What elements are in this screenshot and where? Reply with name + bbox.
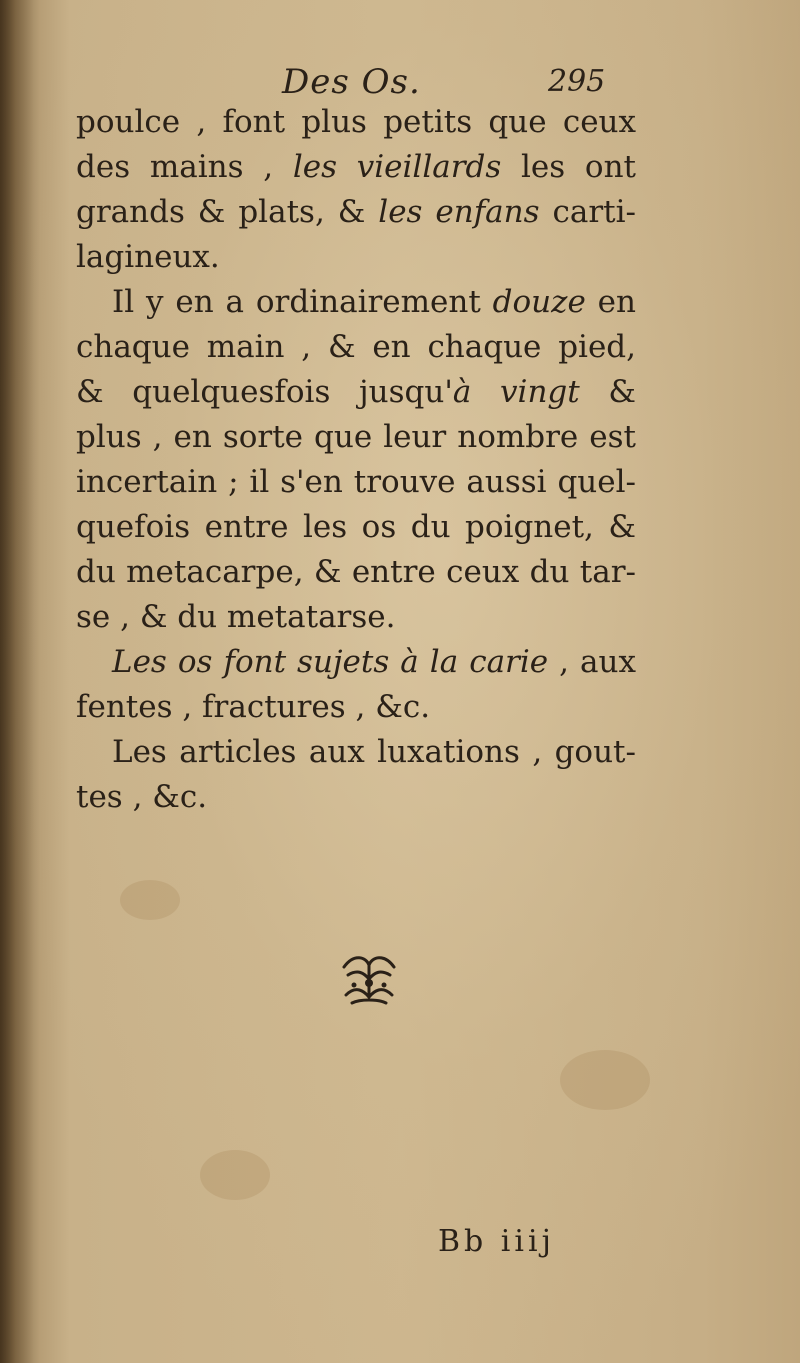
fleuron-ornament-icon xyxy=(334,945,404,1015)
text-line xyxy=(76,235,636,280)
text-run: grands & plats, & xyxy=(76,194,379,230)
text-line xyxy=(76,595,636,640)
text-run: poulce , font plus petits que ceux xyxy=(76,104,636,140)
text-run: fentes , fractures , &c. xyxy=(76,689,431,725)
foxing-stain xyxy=(120,880,180,920)
text-run: chaque main , & en chaque pied, xyxy=(76,329,636,365)
text-run: & xyxy=(579,374,637,410)
text-line xyxy=(76,640,636,685)
text-run: & quelquesfois jusqu' xyxy=(76,374,453,410)
text-line xyxy=(76,370,636,415)
italic-text-run: douze xyxy=(492,284,586,320)
text-line xyxy=(76,775,636,820)
italic-text-run: les enfans xyxy=(378,194,540,230)
italic-text-run: à vingt xyxy=(452,374,580,410)
text-run: incertain ; il s'en trouve aussi quel- xyxy=(76,464,636,500)
text-line xyxy=(76,415,636,460)
text-run: du metacarpe, & entre ceux du tar- xyxy=(76,554,636,590)
text-line xyxy=(76,550,636,595)
text-run: plus , en sorte que leur nombre est xyxy=(76,419,636,455)
text-run: , aux xyxy=(548,644,636,680)
text-run: des mains , xyxy=(76,149,293,185)
text-line xyxy=(76,730,636,775)
text-run: carti- xyxy=(539,194,636,230)
text-line xyxy=(76,685,636,730)
text-line xyxy=(76,280,636,325)
text-run: Les articles aux luxations , gout- xyxy=(112,734,636,770)
text-line xyxy=(76,100,636,145)
signature-mark: Bb iiij xyxy=(438,1224,555,1259)
running-title: Des Os. xyxy=(282,62,421,102)
gutter-shadow xyxy=(0,0,40,1363)
text-run: tes , &c. xyxy=(76,779,208,815)
text-run: quefois entre les os du poignet, & xyxy=(76,509,636,545)
text-line xyxy=(76,505,636,550)
text-run: lagineux. xyxy=(76,239,220,275)
italic-text-run: les vieillards xyxy=(292,149,502,185)
page-number: 295 xyxy=(548,64,606,99)
text-line xyxy=(76,460,636,505)
italic-text-run: Les os font sujets à la carie xyxy=(112,644,549,680)
text-run: Il y en a ordinairement xyxy=(112,284,493,320)
text-run: se , & du metatarse. xyxy=(76,599,396,635)
foxing-stain xyxy=(560,1050,650,1110)
text-line xyxy=(76,145,636,190)
text-line xyxy=(76,325,636,370)
text-line xyxy=(76,190,636,235)
foxing-stain xyxy=(200,1150,270,1200)
text-run: les ont xyxy=(501,149,636,185)
text-run: en xyxy=(585,284,636,320)
body-text xyxy=(76,100,636,820)
